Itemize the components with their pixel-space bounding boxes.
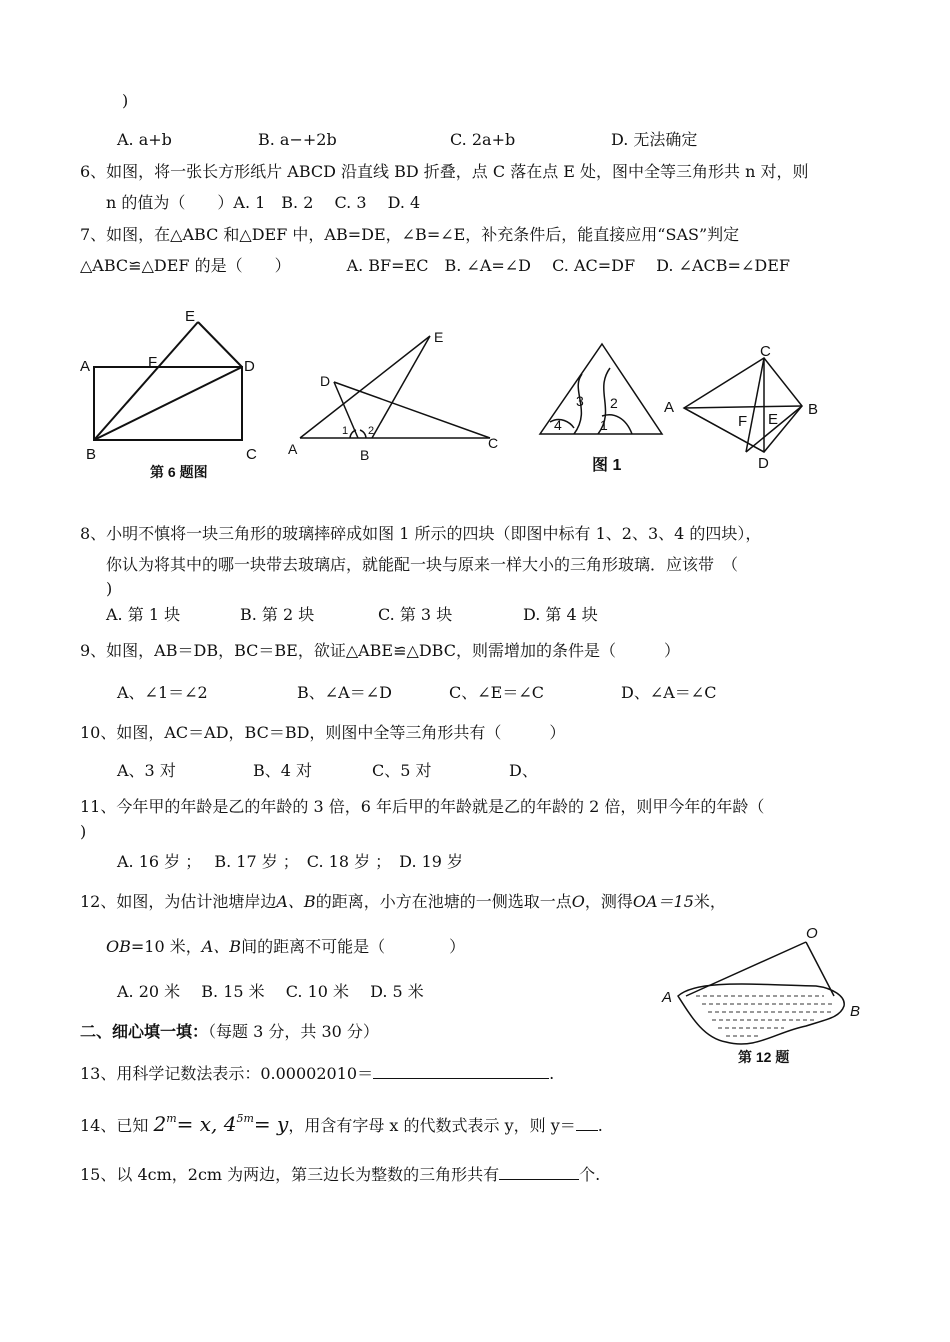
q15-line bbox=[80, 1163, 600, 1186]
q12-line2-end: 间的距离不可能是（ ） bbox=[241, 937, 466, 956]
q12-ab: A、B bbox=[276, 892, 316, 911]
fig7-label-b: B bbox=[360, 447, 370, 463]
fig6-label-f: F bbox=[148, 354, 158, 371]
option-d: D. 无法确定 bbox=[611, 130, 698, 149]
section2-title: 二、细心填一填： bbox=[80, 1022, 209, 1041]
q13-line bbox=[80, 1062, 554, 1085]
fig8-label-4: 4 bbox=[554, 417, 562, 433]
q10-line1: 10、如图，AC＝AD，BC＝BD，则图中全等三角形共有（ ） bbox=[80, 723, 566, 742]
q13-text: 13、用科学记数法表示：0.00002010＝ bbox=[80, 1064, 374, 1083]
figure-q7 bbox=[284, 320, 514, 470]
q15-end: 个. bbox=[579, 1165, 601, 1184]
fig7-label-e: E bbox=[434, 329, 444, 345]
option-a: A. a+b bbox=[117, 130, 172, 149]
q10-option-a: A、3 对 bbox=[117, 761, 176, 780]
q9-option-b: B、∠A＝∠D bbox=[297, 683, 392, 702]
q8-option-c: C. 第 3 块 bbox=[378, 605, 453, 624]
q12-prefix: 12、如图，为估计池塘岸边 bbox=[80, 892, 277, 911]
q12-mid: 的距离，小方在池塘的一侧选取一点 bbox=[315, 892, 572, 911]
q9-line1: 9、如图，AB＝DB，BC＝BE，欲证△ABE≌△DBC，则需增加的条件是（ ） bbox=[80, 641, 680, 660]
q14-mid: = x, 4 bbox=[176, 1112, 237, 1136]
fig6-label-a: A bbox=[80, 358, 91, 375]
q6-line2: n 的值为（ ）A. 1 B. 2 C. 3 D. 4 bbox=[106, 193, 421, 212]
q8-option-a: A. 第 1 块 bbox=[106, 605, 181, 624]
q14-line bbox=[80, 1108, 603, 1137]
fig7-label-1: 1 bbox=[342, 425, 349, 437]
q14-suffix: ，用含有字母 x 的代数式表示 y，则 y＝ bbox=[288, 1116, 576, 1135]
q12-mid2: ，测得 bbox=[584, 892, 633, 911]
fig10-label-f: F bbox=[738, 413, 748, 430]
fig6-label-e: E bbox=[185, 308, 196, 325]
fig7-label-a: A bbox=[288, 441, 298, 457]
q12-ab2: A、B bbox=[201, 937, 242, 956]
q10-option-c: C、5 对 bbox=[372, 761, 432, 780]
figure-q12 bbox=[656, 924, 876, 1074]
fig10-label-d: D bbox=[758, 455, 769, 470]
fig12-caption: 第 12 题 bbox=[738, 1049, 790, 1065]
q8-option-b: B. 第 2 块 bbox=[240, 605, 315, 624]
fig6-caption: 第 6 题图 bbox=[150, 464, 208, 480]
q9-option-d: D、∠A＝∠C bbox=[621, 683, 717, 702]
q8-option-d: D. 第 4 块 bbox=[523, 605, 598, 624]
q11-line2: ) bbox=[80, 822, 87, 841]
fig12-label-o: O bbox=[806, 925, 818, 942]
q11-line1: 11、今年甲的年龄是乙的年龄的 3 倍，6 年后甲的年龄就是乙的年龄的 2 倍，则甲今年的年龄（ bbox=[80, 797, 765, 816]
q8-line2: 你认为将其中的哪一块带去玻璃店，就能配一块与原来一样大小的三角形玻璃．应该带 （ bbox=[106, 555, 739, 574]
fig7-label-d: D bbox=[320, 373, 331, 389]
q12-suffix: 米， bbox=[693, 892, 726, 911]
q14-answer-blank bbox=[576, 1114, 598, 1131]
q14-base1: 2 bbox=[153, 1112, 167, 1136]
q13-end: . bbox=[549, 1064, 555, 1083]
fig10-label-e: E bbox=[768, 411, 779, 428]
q15-text: 15、以 4cm，2cm 为两边，第三边长为整数的三角形共有 bbox=[80, 1165, 500, 1184]
q14-formula bbox=[153, 1112, 288, 1136]
q7-line1: 7、如图，在△ABC 和△DEF 中，AB=DE，∠B=∠E，补充条件后，能直接应用“SAS”判定 bbox=[80, 225, 740, 244]
fig10-label-a: A bbox=[664, 399, 675, 416]
q14-prefix: 14、已知 bbox=[80, 1116, 149, 1135]
figure-q8 bbox=[530, 330, 670, 480]
fig10-label-c: C bbox=[760, 343, 771, 360]
q14-exp1: m bbox=[166, 1112, 177, 1125]
q12-line2-rest: =10 米， bbox=[130, 937, 202, 956]
fig7-label-c: C bbox=[488, 435, 499, 451]
q12-line2 bbox=[106, 936, 465, 958]
q8-line1: 8、小明不慎将一块三角形的玻璃摔碎成如图 1 所示的四块（即图中标有 1、2、3、4 的四块）， bbox=[80, 524, 762, 543]
continuation-paren: ) bbox=[122, 91, 129, 110]
q9-option-c: C、∠E＝∠C bbox=[449, 683, 544, 702]
q6-line1: 6、如图，将一张长方形纸片 ABCD 沿直线 BD 折叠，点 C 落在点 E 处，图中全等三角形共 n 对，则 bbox=[80, 162, 809, 181]
fig10-label-b: B bbox=[808, 401, 819, 418]
section2-heading bbox=[80, 1021, 379, 1043]
q12-oa: OA＝15 bbox=[632, 892, 694, 911]
q15-answer-blank bbox=[499, 1163, 579, 1180]
fig8-label-2: 2 bbox=[610, 395, 618, 411]
fig8-label-3: 3 bbox=[576, 393, 584, 409]
figure-q10 bbox=[662, 340, 832, 470]
option-c: C. 2a+b bbox=[450, 130, 516, 149]
q8-line3: ) bbox=[106, 579, 113, 598]
fig12-label-a: A bbox=[662, 989, 673, 1006]
q10-option-b: B、4 对 bbox=[253, 761, 313, 780]
q12-ob: OB bbox=[106, 937, 131, 956]
q7-line2: △ABC≌△DEF 的是（ ） A. BF=EC B. ∠A=∠D C. AC=DF D. ∠ACB=∠DEF bbox=[80, 256, 790, 275]
fig6-label-d: D bbox=[244, 358, 255, 375]
q10-option-d: D、 bbox=[509, 761, 538, 780]
section2-note: （每题 3 分，共 30 分） bbox=[208, 1022, 379, 1041]
figure-q6 bbox=[80, 305, 270, 485]
q12-o: O bbox=[571, 892, 585, 911]
fig6-label-c: C bbox=[246, 446, 257, 463]
q9-option-a: A、∠1＝∠2 bbox=[117, 683, 208, 702]
fig7-label-2: 2 bbox=[368, 425, 375, 437]
fig8-label-1: 1 bbox=[600, 417, 608, 433]
q11-options: A. 16 岁 ； B. 17 岁 ； C. 18 岁 ； D. 19 岁 bbox=[117, 852, 464, 871]
fig8-caption: 图 1 bbox=[592, 457, 622, 474]
option-b: B. a−+2b bbox=[258, 130, 337, 149]
q14-exp2: 5m bbox=[236, 1112, 254, 1125]
q12-options: A. 20 米 B. 15 米 C. 10 米 D. 5 米 bbox=[117, 982, 424, 1001]
q12-line1 bbox=[80, 891, 726, 913]
q14-end-formula: = y bbox=[253, 1112, 289, 1136]
fig6-label-b: B bbox=[86, 446, 97, 463]
q14-end: . bbox=[597, 1116, 603, 1135]
fig12-label-b: B bbox=[850, 1003, 861, 1020]
q13-answer-blank bbox=[373, 1062, 549, 1079]
